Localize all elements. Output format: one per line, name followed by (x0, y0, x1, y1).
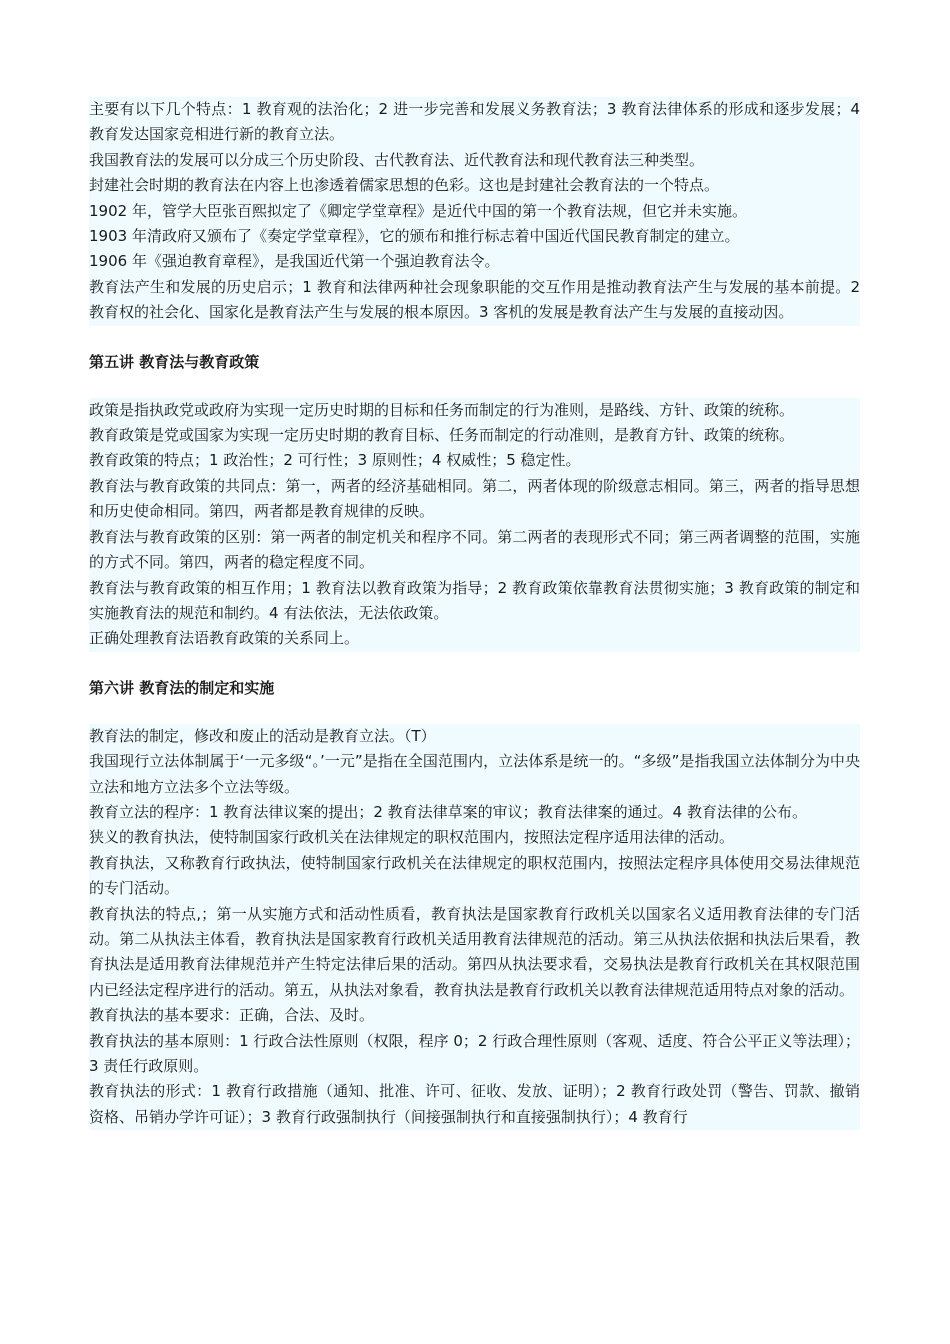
paragraph: 教育执法的基本要求：正确，合法、及时。 (89, 1003, 860, 1028)
paragraph: 我国教育法的发展可以分成三个历史阶段、古代教育法、近代教育法和现代教育法三种类型。 (89, 148, 860, 173)
paragraph: 1902 年，管学大臣张百熙拟定了《卿定学堂章程》是近代中国的第一个教育法规，但它并未实施。 (89, 199, 860, 224)
paragraph: 1903 年清政府又颁布了《奏定学堂章程》，它的颁布和推行标志着中国近代国民教育制定的建立。 (89, 224, 860, 249)
paragraph: 政策是指执政党或政府为实现一定历史时期的目标和任务而制定的行为准则，是路线、方针、政策的统称。 (89, 398, 860, 423)
paragraph: 封建社会时期的教育法在内容上也渗透着儒家思想的色彩。这也是封建社会教育法的一个特点。 (89, 173, 860, 198)
paragraph: 教育法与教育政策的相互作用；1 教育法以教育政策为指导；2 教育政策依靠教育法贯彻实施；3 教育政策的制定和实施教育法的规范和制约。4 有法依法，无法依政策。 (89, 576, 860, 627)
paragraph: 教育政策是党或国家为实现一定历史时期的教育目标、任务而制定的行动准则，是教育方针、政策的统称。 (89, 423, 860, 448)
paragraph: 教育执法的基本原则：1 行政合法性原则（权限，程序 0；2 行政合理性原则（客观、适度、符合公平正义等法理）；3 责任行政原则。 (89, 1029, 860, 1080)
paragraph: 教育法与教育政策的区别：第一两者的制定机关和程序不同。第二两者的表现形式不同；第三两者调整的范围，实施的方式不同。第四，两者的稳定程度不同。 (89, 525, 860, 576)
paragraph: 主要有以下几个特点：1 教育观的法治化；2 进一步完善和发展义务教育法；3 教育法律体系的形成和逐步发展；4 教育发达国家竞相进行新的教育立法。 (89, 97, 860, 148)
paragraph: 正确处理教育法语教育政策的关系同上。 (89, 626, 860, 651)
paragraph: 教育政策的特点；1 政治性；2 可行性；3 原则性；4 权威性；5 稳定性。 (89, 448, 860, 473)
paragraph: 狭义的教育执法，使特制国家行政机关在法律规定的职权范围内，按照法定程序适用法律的活动。 (89, 825, 860, 850)
spacer (89, 652, 860, 676)
paragraph: 教育法的制定，修改和废止的活动是教育立法。（T） (89, 724, 860, 749)
spacer (89, 701, 860, 724)
paragraph: 教育法与教育政策的共同点：第一，两者的经济基础相同。第二，两者体现的阶级意志相同。第三，两者的指导思想和历史使命相同。第四，两者都是教育规律的反映。 (89, 474, 860, 525)
paragraph: 我国现行立法体制属于‘一元多级“。’一元”是指在全国范围内，立法体系是统一的。“多级”是指我国立法体制分为中央立法和地方立法多个立法等级。 (89, 749, 860, 800)
paragraph: 教育法产生和发展的历史启示；1 教育和法律两种社会现象职能的交互作用是推动教育法产生与发展的基本前提。2 教育权的社会化、国家化是教育法产生与发展的根本原因。3 客机的发展是教育法产生与发展的直接动因。 (89, 275, 860, 326)
paragraph: 教育执法的特点,；第一从实施方式和活动性质看，教育执法是国家教育行政机关以国家名义适用教育法律的专门活动。第二从执法主体看，教育执法是国家教育行政机关适用教育法律规范的活动。第三从执法依据和执法后果看，教育执法是适用教育法律规范并产生特定法律后果的活动。第四从执法要求看，交易执法是教育行政机关在其权限范围内已经法定程序进行的活动。第五，从执法对象看，教育执法是教育行政机关以教育法律规范适用特点对象的活动。 (89, 902, 860, 1004)
spacer (89, 375, 860, 398)
paragraph: 教育执法，又称教育行政执法，使特制国家行政机关在法律规定的职权范围内，按照法定程序具体使用交易法律规范的专门活动。 (89, 851, 860, 902)
paragraph: 教育执法的形式：1 教育行政措施（通知、批准、许可、征收、发放、证明）；2 教育行政处罚（警告、罚款、撤销资格、吊销办学许可证）；3 教育行政强制执行（间接强制执行和直接强制执行）；4 教育行 (89, 1079, 860, 1130)
paragraph: 1906 年《强迫教育章程》，是我国近代第一个强迫教育法令。 (89, 249, 860, 274)
document-body (89, 97, 860, 1130)
section-heading-lecture-5: 第五讲 教育法与教育政策 (89, 350, 860, 375)
spacer (89, 326, 860, 350)
section-heading-lecture-6: 第六讲 教育法的制定和实施 (89, 676, 860, 701)
paragraph: 教育立法的程序：1 教育法律议案的提出；2 教育法律草案的审议；教育法律案的通过。4 教育法律的公布。 (89, 800, 860, 825)
